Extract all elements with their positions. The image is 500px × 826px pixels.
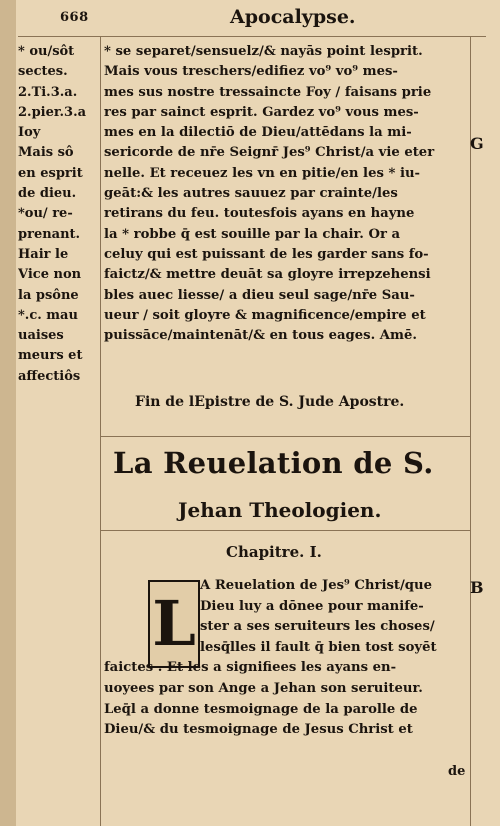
margin-note: Hair le	[18, 246, 69, 262]
edge-letter: B	[470, 578, 484, 597]
text-line: la * robbe q̄ est souille par la chair. Or a	[104, 226, 401, 242]
text-line: sericorde de nr̄e Seignr̄ Jes⁹ Christ/a vie eter	[104, 145, 435, 161]
running-head: Apocalypse.	[230, 6, 356, 28]
text-line: ster a ses seruiteurs les choses/	[200, 619, 435, 635]
book-subtitle: Jehan Theologien.	[178, 498, 382, 522]
margin-notes	[18, 42, 100, 387]
chapter-label: Chapitre. I.	[226, 543, 322, 561]
text-line: bles auec liesse/ a dieu seul sage/nr̄e Sau-	[104, 287, 415, 303]
text-line: celuy qui est puissant de les garder sans fo-	[104, 246, 429, 262]
margin-note: prenant.	[18, 226, 81, 242]
text-line: * se separet/sensuelz/& nayās point lesprit.	[104, 44, 423, 59]
colophon: Fin de lEpistre de S. Jude Apostre.	[135, 394, 405, 410]
margin-note: de dieu.	[18, 186, 77, 202]
margin-note: la psône	[18, 287, 79, 303]
margin-note: sectes.	[18, 64, 68, 80]
text-line: A Reuelation de Jes⁹ Christ/que	[200, 578, 432, 593]
text-line: faictz/& mettre deuāt sa gloyre irrepzehensi	[104, 267, 431, 283]
folio-number: 668	[60, 10, 89, 25]
text-line: Dieu/& du tesmoignage de Jesus Christ et	[104, 722, 413, 738]
text-line: res par sainct esprit. Gardez vo⁹ vous mes-	[104, 104, 419, 120]
text-line: uoyees par son Ange a Jehan son seruiteur.	[104, 680, 423, 696]
text-line: puissāce/maintenāt/& en tous eages. Amē.	[104, 328, 417, 344]
decorated-initial: L	[148, 580, 200, 668]
text-line: mes sus nostre tressaincte Foy / faisans prie	[104, 84, 432, 100]
catchword: de	[448, 764, 466, 779]
margin-note: affectiôs	[18, 368, 81, 384]
text-line: Dieu luy a dōnee pour manife-	[200, 598, 424, 614]
margin-note: * ou/sôt	[18, 44, 75, 59]
text-line: retirans du feu. toutesfois ayans en hayne	[104, 206, 415, 222]
margin-note: Mais sô	[18, 145, 74, 161]
margin-note: *ou/ re-	[18, 206, 73, 222]
right-column-rule	[470, 36, 471, 826]
body-text	[104, 42, 468, 346]
margin-note: 2.pier.3.a	[18, 104, 87, 120]
text-line: Leq̄l a donne tesmoignage de la parolle de	[104, 701, 418, 717]
margin-note: *.c. mau	[18, 307, 78, 323]
text-line: nelle. Et receuez les vn en pitie/en les * iu-	[104, 165, 421, 181]
title-frame-bottom	[100, 530, 470, 531]
margin-note: en esprit	[18, 165, 83, 181]
margin-note: uaises	[18, 328, 64, 344]
margin-column-rule	[100, 36, 101, 826]
text-line: mes en la dilectiō de Dieu/attēdans la mi-	[104, 125, 412, 141]
margin-note: Ioy	[18, 125, 41, 141]
text-line: faictes . Et les a signifiees les ayans en-	[104, 660, 397, 676]
margin-note: Vice non	[18, 267, 82, 283]
text-line: ueur / soit gloyre & magnificence/empire et	[104, 307, 426, 323]
book-title: La Reuelation de S.	[113, 446, 434, 480]
title-frame-top	[100, 436, 470, 437]
text-line: geāt:& les autres sauuez par crainte/les	[104, 186, 398, 202]
margin-note: 2.Ti.3.a.	[18, 84, 78, 100]
chapter-text	[104, 576, 470, 741]
text-line: Mais vous treschers/edifiez vo⁹ vo⁹ mes-	[104, 64, 398, 80]
header-rule	[18, 36, 486, 37]
edge-letter: G	[470, 134, 484, 153]
margin-note: meurs et	[18, 348, 83, 364]
text-line: lesq̄lles il fault q̄ bien tost soyēt	[200, 639, 437, 655]
